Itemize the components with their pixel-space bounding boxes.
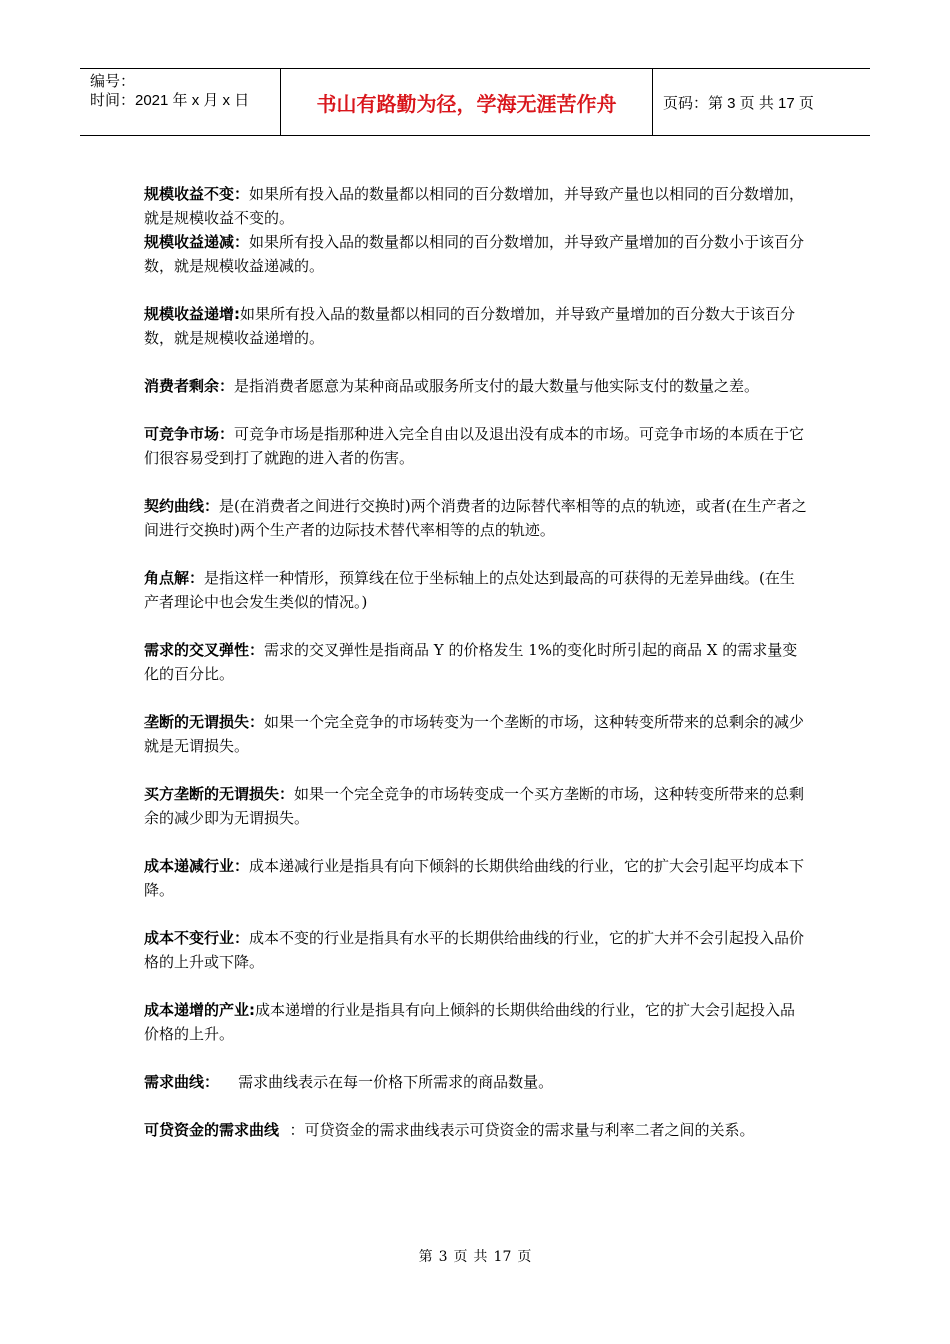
entry-text: 如果一个完全竞争的市场转变为一个垄断的市场，这种转变所带来的总剩余的减少就是无谓损失。 [144, 713, 805, 755]
page-header [80, 68, 870, 136]
entry-text: 如果所有投入品的数量都以相同的百分数增加，并导致产量也以相同的百分数增加，就是规模收益不变的。 [144, 185, 805, 227]
entry [144, 422, 809, 470]
entry [144, 182, 809, 230]
entry-term: 可竞争市场： [144, 425, 235, 443]
entry-text: 成本递减行业是指具有向下倾斜的长期供给曲线的行业，它的扩大会引起平均成本下降。 [144, 857, 805, 899]
entry-text: 是(在消费者之间进行交换时)两个消费者的边际替代率相等的点的轨迹，或者(在生产者之间进行交换时)两个生产者的边际技术替代率相等的点的轨迹。 [144, 497, 807, 539]
entry-term: 垄断的无谓损失： [144, 713, 265, 731]
entry [144, 374, 809, 398]
header-motto: 书山有路勤为径，学海无涯苦作舟 [280, 69, 653, 135]
entry [144, 926, 809, 974]
entry-term: 可贷资金的需求曲线 [144, 1121, 290, 1139]
entry-text: 成本不变的行业是指具有水平的长期供给曲线的行业，它的扩大并不会引起投入品价格的上升或下降。 [144, 929, 805, 971]
entry-term: 规模收益递增: [144, 305, 240, 323]
entry [144, 230, 809, 278]
footer-page-number: 3 [438, 1249, 448, 1265]
footer-total-pages: 17 [493, 1249, 512, 1265]
entry-text: 如果所有投入品的数量都以相同的百分数增加，并导致产量增加的百分数小于该百分数，就是规模收益递减的。 [144, 233, 805, 275]
entry [144, 854, 809, 902]
entry-text: 如果一个完全竞争的市场转变成一个买方垄断的市场，这种转变所带来的总剩余的减少即为无谓损失。 [144, 785, 805, 827]
entry-text: 是指消费者愿意为某种商品或服务所支付的最大数量与他实际支付的数量之差。 [234, 377, 760, 395]
entry [144, 1070, 809, 1094]
entry-text: 如果所有投入品的数量都以相同的百分数增加，并导致产量增加的百分数大于该百分数，就是规模收益递增的。 [144, 305, 796, 347]
header-page-number: 页码：第 3 页 共 17 页 [663, 94, 814, 112]
entry-text: 成本递增的行业是指具有向上倾斜的长期供给曲线的行业，它的扩大会引起投入品价格的上升。 [144, 1001, 796, 1043]
entry-term: 成本递增的产业: [144, 1001, 255, 1019]
entry-term: 需求的交叉弹性： [144, 641, 265, 659]
entry-term: 成本不变行业： [144, 929, 250, 947]
entry-term: 买方垄断的无谓损失： [144, 785, 295, 803]
page-footer [0, 1246, 950, 1266]
entry-term: 契约曲线： [144, 497, 220, 515]
footer-total-unit: 页 [517, 1249, 532, 1265]
footer-page-prefix: 第 [418, 1249, 433, 1265]
entry-term: 成本递减行业： [144, 857, 250, 875]
header-meta [80, 69, 280, 135]
document-body [144, 182, 809, 1166]
entry [144, 566, 809, 614]
entry-text: ：可贷资金的需求曲线表示可贷资金的需求量与利率二者之间的关系。 [289, 1121, 755, 1139]
document-number: 编号： [90, 73, 136, 90]
footer-total-prefix: 共 [473, 1249, 488, 1265]
entry-text: 可竞争市场是指那种进入完全自由以及退出没有成本的市场。可竞争市场的本质在于它们很容易受到打了就跑的进入者的伤害。 [144, 425, 805, 467]
footer-page-unit: 页 [453, 1249, 468, 1265]
entry-term: 需求曲线： [144, 1073, 220, 1091]
entry [144, 998, 809, 1046]
entry-text: 是指这样一种情形，预算线在位于坐标轴上的点处达到最高的可获得的无差异曲线。(在生产者理论中也会发生类似的情况。) [144, 569, 795, 611]
entry-term: 消费者剩余： [144, 377, 235, 395]
entry-term: 规模收益不变： [144, 185, 250, 203]
entry-text: 需求曲线表示在每一价格下所需求的商品数量。 [219, 1073, 554, 1091]
entry [144, 638, 809, 686]
entry-term: 规模收益递减： [144, 233, 250, 251]
entry-term: 角点解： [144, 569, 205, 587]
entry-text: 需求的交叉弹性是指商品 Y 的价格发生 1%的变化时所引起的商品 X 的需求量变化的百分比。 [144, 641, 798, 683]
document-date: 时间：2021 年 x 月 x 日 [90, 92, 250, 109]
entry [144, 494, 809, 542]
entry [144, 1118, 809, 1142]
entry [144, 710, 809, 758]
entry [144, 782, 809, 830]
entry [144, 302, 809, 350]
